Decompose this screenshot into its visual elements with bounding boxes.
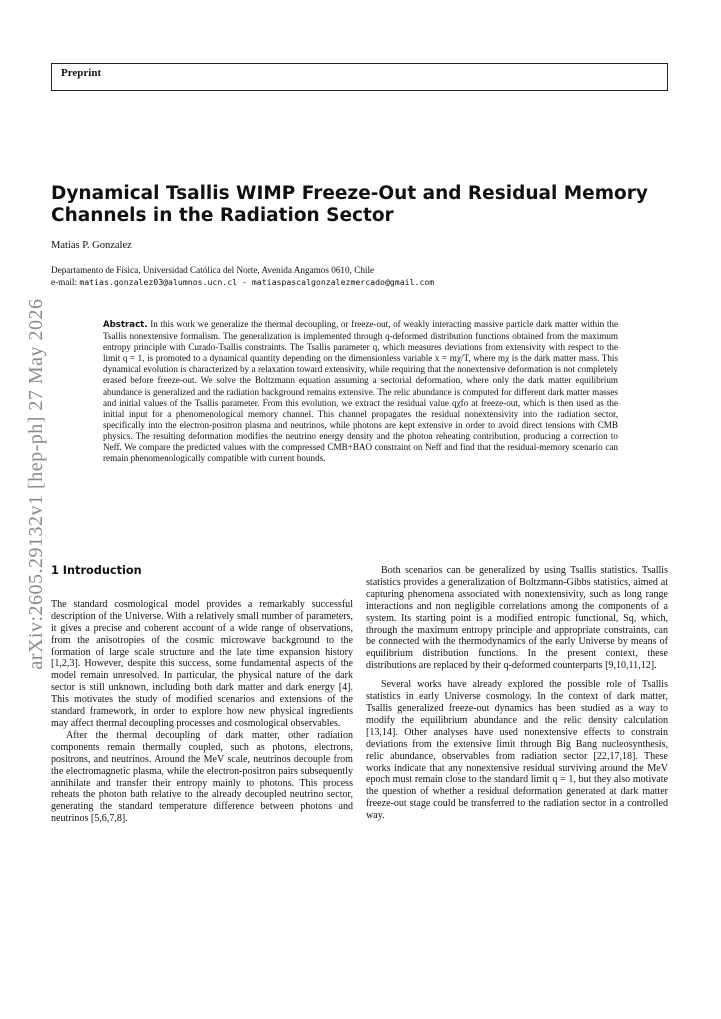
email-prefix: e-mail:	[51, 277, 78, 287]
preprint-label: Preprint	[61, 67, 102, 79]
intro-paragraph-3: Both scenarios can be generalized by using Tsallis statistics. Tsallis statistics provides a generalization of Boltzmann-Gibbs statistics, aimed at capturing phenomena associated with nonextensivity, such as long range interactions and non negligible correlations among the components of a system. Its starting point is a modified entropic functional, Sq, which, through the maximum entropy principle and appropriate constraints, can be connected with the thermodynamics of the early Universe by means of equilibrium distribution functions. In the present context, these distributions are replaced by their q-deformed counterparts [9,10,11,12].	[366, 565, 668, 672]
abstract-text: In this work we generalize the thermal decoupling, or freeze-out, of weakly interacting massive particle dark matter within the Tsallis nonextensive formalism. The generalization is implemented through q-deformed distribution functions obtained from the maximum entropy principle with Curado-Tsallis constraints. The Tsallis parameter q, which measures deviations from extensivity with respect to the limit q = 1, is promoted to a dynamical quantity depending on the dimensionless variable x = mχ/T, where mχ is the dark matter mass. This dynamical evolution is characterized by a relaxation toward extensivity, while requiring that the nonextensive deformation is not completely erased before freeze-out. We solve the Boltzmann equation assuming a sectorial deformation, where only the dark matter equilibrium abundance is generalized and the radiation background remains extensive. The relic abundance is computed for different dark matter masses and initial values of the Tsallis parameter. From this evolution, we extract the residual value qχfo at freeze-out, which is then used as the initial input for a phenomenological memory channel. This channel propagates the residual nonextensivity into the radiation sector, specifically into the electron-positron plasma and neutrinos, while photons are kept extensive in order to avoid direct tensions with CMB physics. The resulting deformation modifies the neutrino energy density and the photon reheating contribution, producing a correction to Neff. We compare the predicted values with the compressed CMB+BAO constraint on Neff and find that the residual-memory scenario can remain phenomenologically compatible with current bounds.	[103, 319, 618, 464]
abstract-label: Abstract.	[103, 320, 148, 330]
paper-title: Dynamical Tsallis WIMP Freeze-Out and Residual Memory Channels in the Radiation Sector	[51, 183, 648, 226]
section-heading-introduction: 1 Introduction	[51, 564, 142, 577]
left-column	[51, 565, 353, 825]
affiliation-line: Departamento de Física, Universidad Católica del Norte, Avenida Angamos 0610, Chile	[51, 265, 375, 275]
preprint-header-box	[51, 63, 668, 91]
affiliation-block	[51, 264, 434, 288]
email-line	[51, 276, 434, 288]
author-name: Matias P. Gonzalez	[51, 240, 132, 251]
arxiv-identifier-stamp[interactable]: arXiv:2605.29132v1 [hep-ph] 27 May 2026	[25, 298, 47, 670]
intro-paragraph-2: After the thermal decoupling of dark matter, other radiation components remain thermally coupled, such as photons, electrons, positrons, and neutrinos. Around the MeV scale, neutrinos decouple from the electromagnetic plasma, while the electron-positron pairs subsequently annihilate and transfer their entropy mainly to photons. This process reheats the photon bath relative to the already decoupled neutrino sector, generating the standard temperature difference between photons and neutrinos [5,6,7,8].	[51, 729, 353, 825]
right-column	[366, 565, 668, 822]
intro-paragraph-4: Several works have already explored the possible role of Tsallis statistics in early Universe cosmology. In the context of dark matter, Tsallis generalized freeze-out dynamics has been studied as a way to modify the equilibrium abundance and the relic density calculation [13,14]. Other analyses have used nonextensive effects to constrain deviations from the extensive limit through Big Bang nucleosynthesis, relic abundance, observables from radiation sector [22,17,18]. These works indicate that any nonextensive residual surviving around the MeV epoch must remain close to the standard limit q = 1, but they also motivate the question of whether a residual deformation generated at dark matter freeze-out stage could be transferred to the radiation sector in a controlled way.	[366, 679, 668, 822]
email-address[interactable]: matias.gonzalez03@alumnos.ucn.cl - matiaspascalgonzalezmercado@gmail.com	[79, 277, 435, 287]
intro-paragraph-1: The standard cosmological model provides a remarkably successful description of the Universe. With a relatively small number of parameters, it gives a precise and coherent account of a wide range of observations, from the anisotropies of the cosmic microwave background to the formation of large scale structure and the late time expansion history [1,2,3]. However, despite this success, some fundamental aspects of the model remain unresolved. In particular, the physical nature of the dark sector is still unknown, including both dark matter and dark energy [4]. This motivates the study of modified scenarios and extensions of the standard framework, in order to explore how new physical ingredients may affect thermal decoupling processes and cosmological observables.	[51, 598, 353, 729]
abstract	[103, 319, 618, 464]
